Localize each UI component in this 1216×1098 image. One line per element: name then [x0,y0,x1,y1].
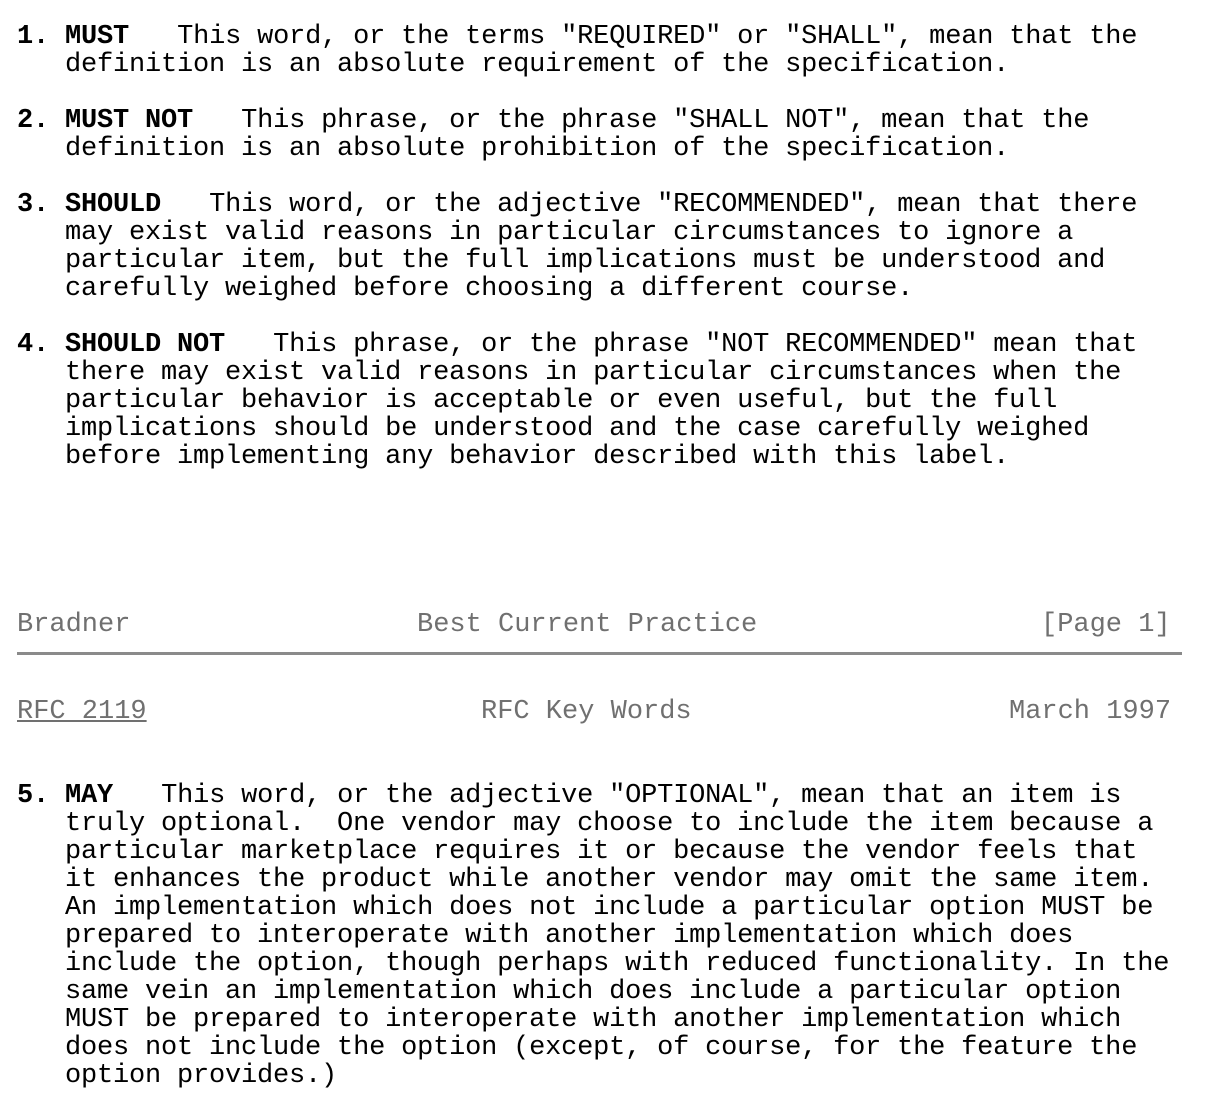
definition-line: MUST be prepared to interoperate with another implementation which [65,1005,1122,1035]
definition-line: particular item, but the full implications must be understood and [65,246,1106,276]
header-date: March 1997 [1009,697,1172,727]
page-break-divider [17,652,1182,655]
definition-line: definition is an absolute requirement of the specification. [65,50,1010,80]
definition-item-may [17,782,1169,1090]
definition-line: may exist valid reasons in particular circumstances to ignore a [65,218,1074,248]
keyword-term: SHOULD NOT [65,330,226,360]
keyword-term: MAY [65,781,114,811]
header-title: RFC Key Words [481,697,692,727]
definition-line: carefully weighed before choosing a different course. [65,274,914,304]
keyword-term: MUST NOT [65,106,194,136]
definition-line: This word, or the adjective "RECOMMENDED", mean that there [209,190,1138,220]
definition-line: truly optional. One vendor may choose to include the item because a [65,809,1154,839]
definition-line: does not include the option (except, of course, for the feature the [65,1033,1138,1063]
footer-page-number: [Page 1] [1041,610,1171,640]
definition-line: before implementing any behavior described with this label. [65,442,1010,472]
definition-item-should-not [17,331,1137,471]
footer-category: Best Current Practice [417,610,758,640]
item-number: 5. [17,781,50,811]
definition-line: particular behavior is acceptable or even useful, but the full [65,386,1058,416]
definition-line: implications should be understood and the case carefully weighed [65,414,1090,444]
item-number: 2. [17,106,50,136]
rfc-number-link[interactable]: RFC 2119 [17,697,147,727]
definition-line: particular marketplace requires it or because the vendor feels that [65,837,1138,867]
item-number: 1. [17,22,50,52]
definition-line: it enhances the product while another vendor may omit the same item. [65,865,1154,895]
definition-line: prepared to interoperate with another implementation which does [65,921,1074,951]
definition-line: This phrase, or the phrase "NOT RECOMMENDED" mean that [273,330,1138,360]
keyword-term: SHOULD [65,190,162,220]
definition-item-must [17,23,1137,79]
definition-line: This word, or the adjective "OPTIONAL", mean that an item is [161,781,1122,811]
item-number: 4. [17,330,50,360]
definition-line: option provides.) [65,1061,338,1091]
definition-line: This phrase, or the phrase "SHALL NOT", mean that the [241,106,1090,136]
definition-item-must-not [17,107,1089,163]
keyword-term: MUST [65,22,130,52]
definition-line: same vein an implementation which does include a particular option [65,977,1122,1007]
definition-line: An implementation which does not include a particular option MUST be [65,893,1154,923]
definition-line: This word, or the terms "REQUIRED" or "SHALL", mean that the [177,22,1138,52]
item-number: 3. [17,190,50,220]
definition-line: definition is an absolute prohibition of the specification. [65,134,1010,164]
definition-item-should [17,191,1137,303]
footer-author: Bradner [17,610,131,640]
definition-line: include the option, though perhaps with reduced functionality. In the [65,949,1170,979]
definition-line: there may exist valid reasons in particular circumstances when the [65,358,1122,388]
